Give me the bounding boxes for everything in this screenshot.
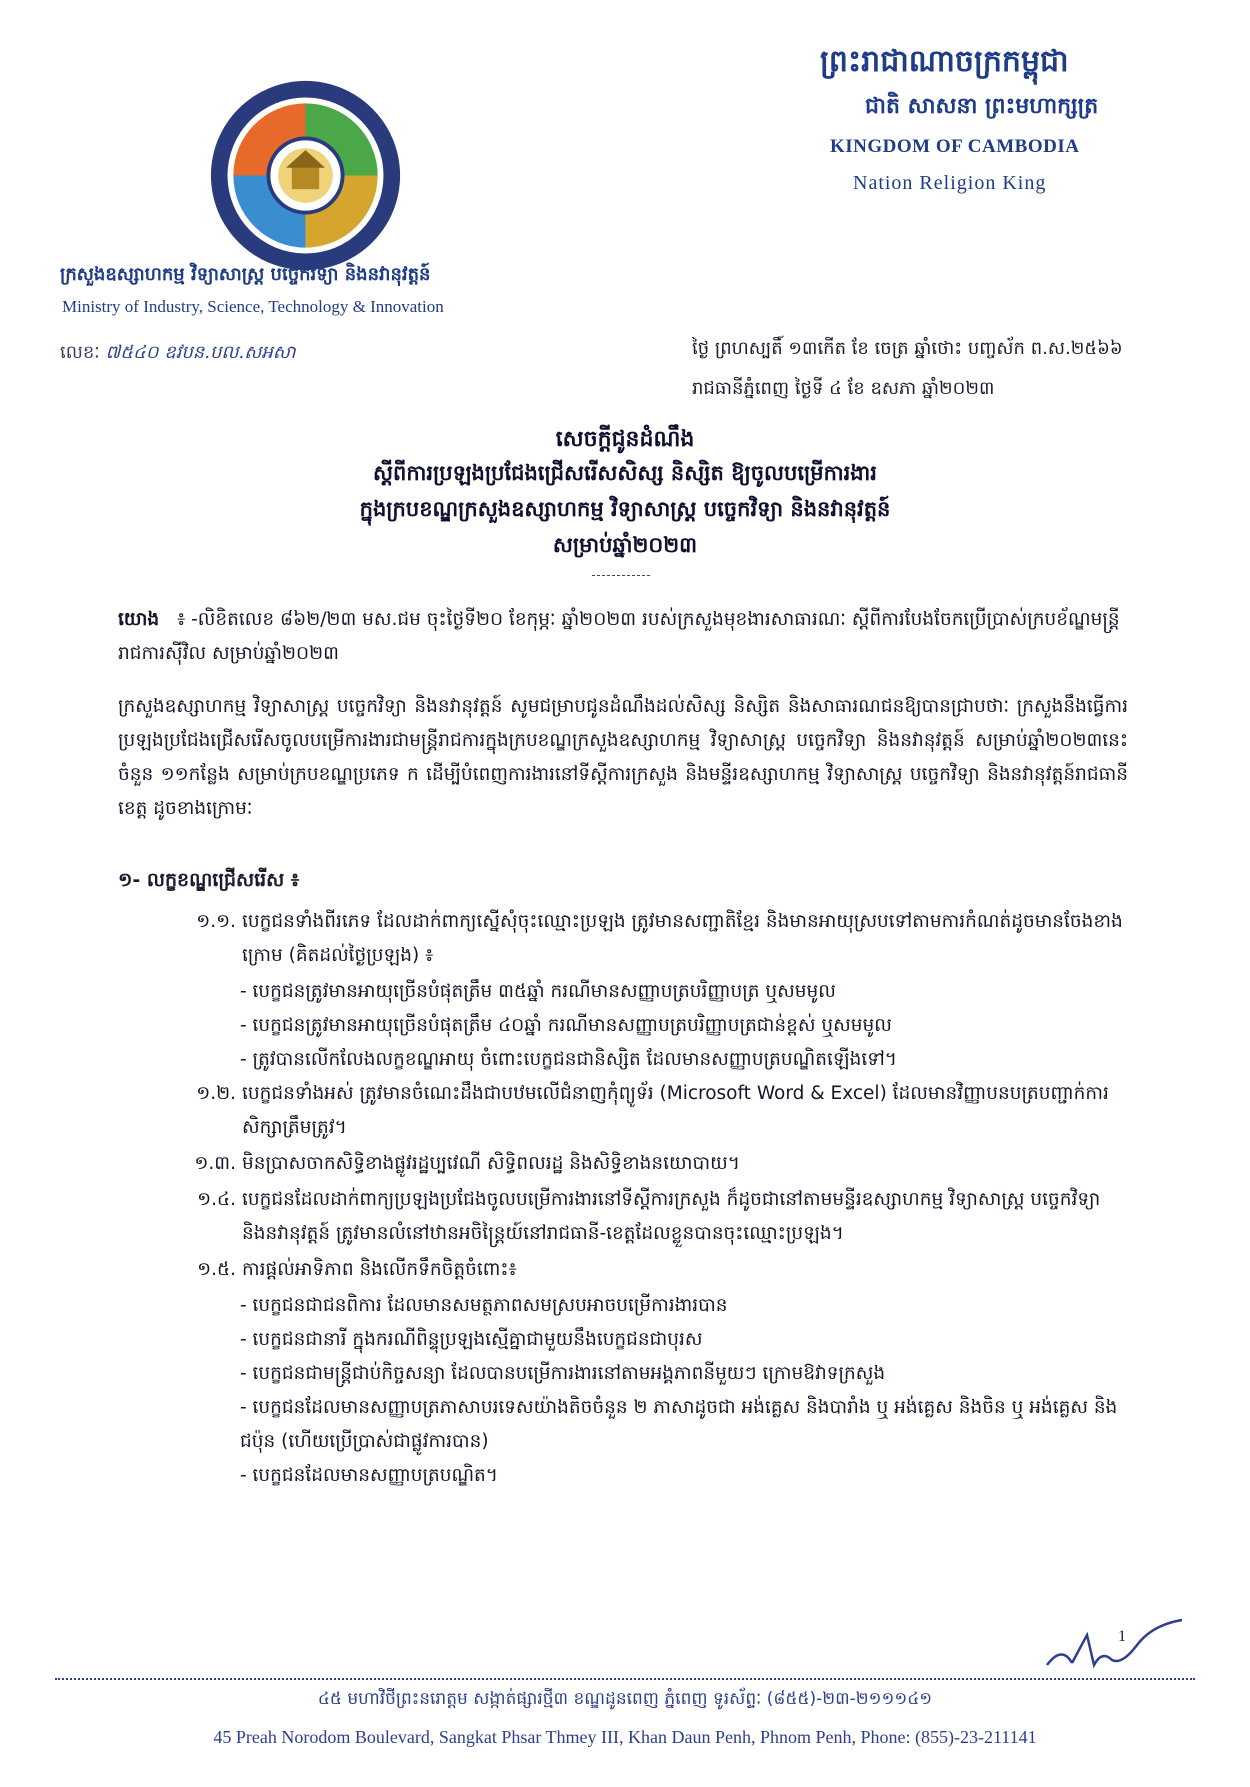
date-lunar: ថ្ងៃ ព្រហស្បតិ៍ ១៣កើត ខែ ចេត្រ ឆ្នាំថោះ បញ្ចស័ក ព.ស.២៥៦៦: [692, 338, 1123, 359]
reference-label: លេខៈ: [60, 342, 100, 363]
sub-item: - បេក្ខជនដែលមានសញ្ញាបត្របណ្ឌិត។: [240, 1465, 498, 1486]
nation-motto-en: Nation Religion King: [853, 172, 1047, 194]
item-text: បេក្ខជនទាំងអស់ ត្រូវមានចំណេះដឹងជាបឋមលើជំនាញកុំព្យូទ័រ (Microsoft Word & Excel) ដែលមានវិញ្ញាបនបត្របញ្ជាក់ការសិក្សាត្រឹមត្រូវ។: [242, 1083, 1109, 1138]
footer-address-kh: ៤៥ មហាវិថីព្រះនរោត្តម សង្កាត់ផ្សារថ្មី៣ ខណ្ឌដូនពេញ ភ្នំពេញ ទូរស័ព្ទៈ (៨៥៥)-២៣-២១១១៤១: [317, 1689, 933, 1709]
reference-number: [60, 340, 296, 367]
sub-item: - បេក្ខជនជាជនពិការ ដែលមានសមត្ថភាពសមស្របអាចបម្រើការងារបាន: [240, 1295, 728, 1316]
item-text: មិនប្រាសចាកសិទ្ធិខាងផ្លូវរដ្ឋប្បវេណី សិទ្ធិពលរដ្ឋ និងសិទ្ធិខាងនយោបាយ។: [242, 1153, 740, 1174]
list-item: [118, 1253, 1138, 1287]
footer-divider: [55, 1678, 1195, 1680]
item-number: ១.២.: [196, 1083, 236, 1104]
document-subtitle-1: ស្តីពីការប្រឡងប្រជែងជ្រើសរើសសិស្ស និស្សិត ឱ្យចូលបម្រើការងារ: [373, 461, 877, 485]
item-text: បេក្ខជនដែលដាក់ពាក្យប្រឡងប្រជែងចូលបម្រើការងារនៅទីស្តីការក្រសួង ក៏ដូចជានៅតាមមន្ទីរឧស្សាហកម្ម វិទ្យាសាស្ត្រ បច្ចេកវិទ្យា និងនវានុវត្តន៍ ត្រូវមានលំនៅឋានអចិន្ត្រៃយ៍នៅរាជធានី-ខេត្តដែលខ្លួនបានចុះឈ្មោះប្រឡង។: [242, 1189, 1101, 1244]
item-number: ១.១.: [196, 911, 236, 932]
list-item: [118, 1147, 1138, 1181]
intro-paragraph: ក្រសួងឧស្សាហកម្ម វិទ្យាសាស្ត្រ បច្ចេកវិទ្យា និងនវានុវត្តន៍ សូមជម្រាបជូនដំណឹងដល់សិស្ស និស្សិត និងសាធារណជនឱ្យបានជ្រាបថាៈ ក្រសួងនឹងធ្វើការប្រឡងប្រជែងជ្រើសរើសចូលបម្រើការងារជាមន្ត្រីរាជការក្នុងក្របខណ្ឌក្រសួងឧស្សាហកម្ម វិទ្យាសាស្ត្រ បច្ចេកវិទ្យា និងនវានុវត្តន៍ សម្រាប់ឆ្នាំ២០២៣នេះ ចំនួន ១១កន្លែង សម្រាប់ក្របខណ្ឌប្រភេទ ក ដើម្បីបំពេញការងារនៅទីស្តីការក្រសួង និងមន្ទីរឧស្សាហកម្ម វិទ្យាសាស្ត្រ បច្ចេកវិទ្យា និងនវានុវត្តន៍រាជធានី ខេត្ត ដូចខាងក្រោមៈ: [118, 696, 1128, 819]
sub-item: - បេក្ខជនជានារី ក្នុងករណីពិន្ទុប្រឡងស្មើគ្នាជាមួយនឹងបេក្ខជនជាបុរស: [240, 1329, 703, 1350]
item-number: ១.៤.: [197, 1189, 236, 1210]
sub-item: - ត្រូវបានលើកលែងលក្ខខណ្ឌអាយុ ចំពោះបេក្ខជនជានិស្សិត ដែលមានសញ្ញាបត្របណ្ឌិតឡើងទៅ។: [240, 1049, 898, 1070]
list-item: [118, 1183, 1138, 1251]
document-subtitle-2: ក្នុងក្របខណ្ឌក្រសួងឧស្សាហកម្ម វិទ្យាសាស្ត្រ បច្ចេកវិទ្យា និងនវានុវត្តន៍: [359, 497, 891, 521]
sub-item: - បេក្ខជនជាមន្ត្រីជាប់កិច្ចសន្យា ដែលបានបម្រើការងារនៅតាមអង្គភាពនីមួយៗ ក្រោមឱវាទក្រសួង: [240, 1363, 886, 1384]
ministry-name-kh: ក្រសួងឧស្សាហកម្ម វិទ្យាសាស្ត្រ បច្ចេកវិទ្យា និងនវានុវត្តន៍: [60, 264, 431, 285]
item-text: បេក្ខជនទាំងពីរភេទ ដែលដាក់ពាក្យស្នើសុំចុះឈ្មោះប្រឡង ត្រូវមានសញ្ជាតិខ្មែរ និងមានអាយុស្របទៅតាមការកំណត់ដូចមានចែងខាងក្រោម (គិតដល់ថ្ងៃប្រឡង) ៖: [242, 911, 1123, 966]
item-number: ១.៥.: [197, 1259, 236, 1280]
sub-item: - បេក្ខជនត្រូវមានអាយុច្រើនបំផុតត្រឹម ៤០ឆ្នាំ ករណីមានសញ្ញាបត្របរិញ្ញាបត្រជាន់ខ្ពស់ ឬសមមូល: [240, 1015, 892, 1036]
ministry-name-en: Ministry of Industry, Science, Technology & Innovation: [62, 297, 444, 316]
kingdom-title-en: KINGDOM OF CAMBODIA: [830, 136, 1080, 157]
footer-address-en: 45 Preah Norodom Boulevard, Sangkat Phsar Thmey III, Khan Daun Penh, Phnom Penh, Phone: (855)-23-211141: [213, 1727, 1037, 1747]
list-item: [118, 1077, 1138, 1145]
document-subtitle-3: សម្រាប់ឆ្នាំ២០២៣: [552, 533, 698, 557]
criteria-list: [118, 905, 1138, 1493]
page-number: 1: [1118, 1628, 1126, 1645]
list-item: [118, 905, 1138, 973]
reference-value: ៧៥៤០ ឧវបន.បល.សអសា: [105, 342, 296, 363]
ministry-seal-icon: [208, 78, 403, 273]
reference-basis: [118, 603, 1128, 671]
document-title: សេចក្តីជូនដំណឹង: [555, 427, 695, 452]
section-heading: ១- លក្ខខណ្ឌជ្រើសរើស ៖: [118, 869, 300, 891]
sub-item: - បេក្ខជនត្រូវមានអាយុច្រើនបំផុតត្រឹម ៣៥ឆ្នាំ ករណីមានសញ្ញាបត្របរិញ្ញាបត្រ ឬសមមូល: [240, 981, 836, 1002]
title-divider: [592, 575, 650, 576]
nation-motto-kh: ជាតិ សាសនា ព្រះមហាក្សត្រ: [865, 94, 1099, 119]
basis-text: ៖ -លិខិតលេខ ៨៦២/២៣ មស.ជម ចុះថ្ងៃទី២០ ខែកុម្ភៈ ឆ្នាំ២០២៣ របស់ក្រសួងមុខងារសាធារណៈ ស្តីពីការបែងចែកប្រើប្រាស់ក្របខ័ណ្ឌមន្ត្រីរាជការស៊ីវិល សម្រាប់ឆ្នាំ២០២៣: [118, 609, 1120, 664]
date-solar: រាជធានីភ្នំពេញ ថ្ងៃទី ៤ ខែ ឧសភា ឆ្នាំ២០២៣: [692, 378, 995, 399]
item-number: ១.៣.: [194, 1153, 236, 1174]
kingdom-title-kh: ព្រះរាជាណាចក្រកម្ពុជា: [820, 44, 1069, 79]
sub-item: - បេក្ខជនដែលមានសញ្ញាបត្រភាសាបរទេសយ៉ាងតិចចំនួន ២ ភាសាដូចជា អង់គ្លេស និងបារាំង ឬ អង់គ្លេស និងចិន ឬ អង់គ្លេស និងជប៉ុន (ហើយប្រើប្រាស់ជាផ្លូវការបាន): [240, 1397, 1118, 1452]
basis-label: យោង: [118, 609, 160, 630]
item-text: ការផ្តល់អាទិភាព និងលើកទឹកចិត្តចំពោះ៖: [242, 1259, 517, 1280]
signature-icon: [1042, 1615, 1192, 1675]
